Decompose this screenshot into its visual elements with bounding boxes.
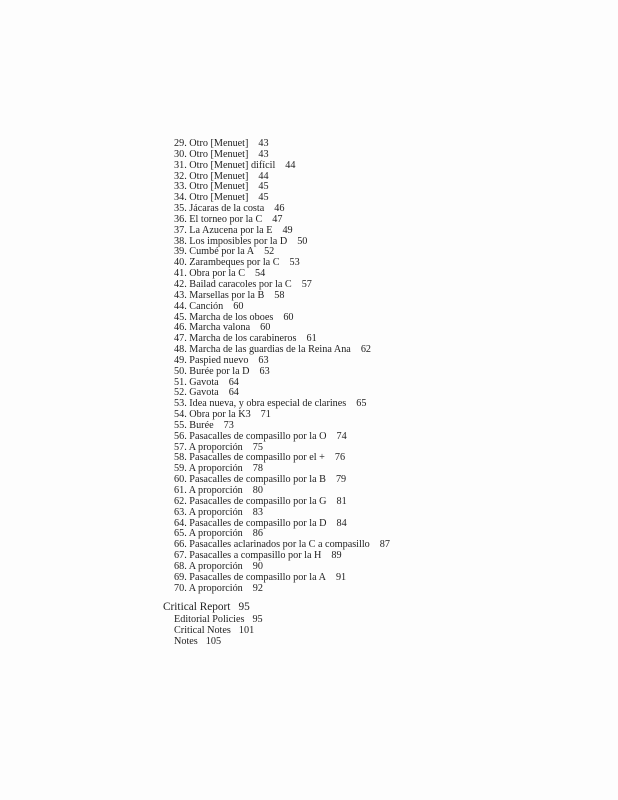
- critical-report-page: 95: [238, 601, 250, 613]
- entry-title: 56. Pasacalles de compasillo por la O: [174, 430, 327, 442]
- entry-page-number: 95: [252, 614, 263, 625]
- entry-page-number: 58: [274, 289, 285, 301]
- entry-page-number: 89: [331, 550, 342, 562]
- entry-title: 30. Otro [Menuet]: [174, 148, 249, 160]
- entry-title: 60. Pasacalles de compasillo por la B: [174, 474, 326, 486]
- entry-page-number: 81: [336, 495, 347, 507]
- entry-page-number: 90: [252, 560, 263, 572]
- entry-page-number: 60: [260, 322, 271, 334]
- entry-title: 48. Marcha de las guardias de la Reina Ana: [174, 344, 351, 356]
- entry-title: 59. A proporción: [174, 463, 243, 475]
- entry-title: 70. A proporción: [174, 582, 243, 594]
- entry-page-number: 91: [335, 571, 347, 583]
- entry-page-number: 83: [252, 506, 263, 518]
- entry-page-number: 71: [260, 409, 271, 421]
- entry-title: Critical Notes: [174, 624, 231, 636]
- entry-page-number: 43: [258, 138, 269, 149]
- entry-page-number: 86: [252, 528, 263, 540]
- entry-page-number: 63: [258, 354, 269, 366]
- entry-title: 49. Paspied nuevo: [174, 354, 249, 366]
- entry-title: 43. Marsellas por la B: [174, 289, 265, 301]
- entry-page-number: 44: [285, 159, 296, 171]
- entry-page-number: 87: [379, 539, 390, 551]
- contents-list: [174, 139, 390, 594]
- entry-page-number: 47: [272, 213, 283, 225]
- entry-title: 52. Gavota: [174, 387, 219, 399]
- entry-page-number: 61: [306, 333, 317, 345]
- entry-page-number: 62: [360, 344, 371, 356]
- entry-title: 40. Zarambeques por la C: [174, 257, 280, 269]
- entry-title: 41. Obra por la C: [174, 268, 246, 280]
- entry-page-number: 45: [258, 192, 269, 204]
- contents-entry: [174, 584, 390, 595]
- entry-page-number: 54: [255, 268, 266, 280]
- entry-page-number: 49: [282, 224, 293, 236]
- entry-page-number: 60: [283, 311, 294, 323]
- entry-title: 51. Gavota: [174, 376, 219, 388]
- entry-title: 38. Los imposibles por la D: [174, 235, 288, 247]
- entry-title: 58. Pasacalles de compasillo por el +: [174, 452, 325, 464]
- entry-title: 61. A proporción: [174, 485, 243, 496]
- entry-title: 62. Pasacalles de compasillo por la G: [174, 495, 327, 507]
- entry-page-number: 79: [335, 474, 347, 486]
- entry-page-number: 44: [258, 170, 269, 182]
- critical-report-entry: [174, 637, 263, 648]
- entry-title: 29. Otro [Menuet]: [174, 138, 249, 149]
- entry-title: 65. A proporción: [174, 528, 243, 540]
- entry-page-number: 101: [238, 624, 255, 636]
- entry-title: 68. A proporción: [174, 560, 243, 572]
- entry-title: 63. A proporción: [174, 506, 243, 518]
- entry-page-number: 63: [259, 365, 270, 377]
- entry-page-number: 76: [334, 452, 346, 464]
- entry-page-number: 52: [264, 246, 275, 258]
- critical-report-heading: [163, 600, 250, 614]
- entry-page-number: 78: [252, 463, 263, 475]
- entry-page-number: 73: [223, 419, 234, 431]
- entry-title: 66. Pasacalles aclarinados por la C a compasillo: [174, 539, 370, 551]
- entry-page-number: 75: [252, 441, 263, 453]
- entry-title: 54. Obra por la K3: [174, 409, 251, 421]
- entry-page-number: 65: [356, 398, 367, 410]
- critical-report-list: [174, 615, 263, 648]
- entry-page-number: 80: [252, 485, 263, 496]
- entry-page-number: 57: [301, 278, 312, 290]
- critical-report-title: Critical Report: [163, 601, 231, 613]
- entry-title: 32. Otro [Menuet]: [174, 170, 249, 182]
- entry-page-number: 74: [336, 430, 347, 442]
- entry-page-number: 43: [258, 148, 269, 160]
- entry-title: 34. Otro [Menuet]: [174, 192, 249, 204]
- entry-title: 55. Burée: [174, 419, 214, 431]
- entry-title: 44. Canción: [174, 300, 224, 312]
- entry-title: 67. Pasacalles a compasillo por la H: [174, 550, 322, 562]
- entry-title: 69. Pasacalles de compasillo por la A: [174, 571, 326, 583]
- entry-title: 46. Marcha valona: [174, 322, 251, 334]
- entry-page-number: 53: [289, 257, 300, 269]
- entry-title: 53. Idea nueva, y obra especial de clarines: [174, 398, 347, 410]
- entry-page-number: 46: [274, 203, 285, 215]
- entry-page-number: 64: [228, 387, 239, 399]
- entry-title: 64. Pasacalles de compasillo por la D: [174, 517, 327, 529]
- entry-title: 42. Bailad caracoles por la C: [174, 278, 292, 290]
- entry-title: 47. Marcha de los carabineros: [174, 333, 297, 345]
- entry-title: 36. El torneo por la C: [174, 213, 263, 225]
- entry-page-number: 84: [336, 517, 347, 529]
- entry-title: 45. Marcha de los oboes: [174, 311, 274, 323]
- entry-page-number: 105: [205, 635, 222, 647]
- entry-page-number: 60: [233, 300, 244, 312]
- entry-title: 33. Otro [Menuet]: [174, 181, 249, 193]
- entry-title: 39. Cumbé por la A: [174, 246, 255, 258]
- entry-page-number: 45: [258, 181, 269, 193]
- entry-title: Editorial Policies: [174, 614, 245, 625]
- entry-title: 37. La Azucena por la E: [174, 224, 273, 236]
- entry-title: 50. Burée por la D: [174, 365, 250, 377]
- entry-title: 57. A proporción: [174, 441, 243, 453]
- entry-title: 35. Jácaras de la costa: [174, 203, 265, 215]
- entry-page-number: 92: [252, 582, 263, 594]
- entry-title: Notes: [174, 635, 198, 647]
- entry-page-number: 64: [228, 376, 239, 388]
- entry-page-number: 50: [297, 235, 308, 247]
- entry-title: 31. Otro [Menuet] difícil: [174, 159, 276, 171]
